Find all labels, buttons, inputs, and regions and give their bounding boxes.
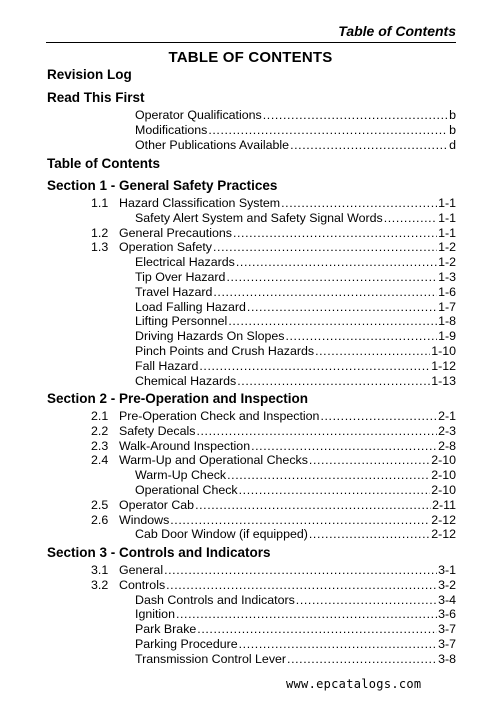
entry-page-number: 2-1 bbox=[438, 409, 456, 423]
entry-title: Warm-Up and Operational Checks bbox=[119, 453, 308, 468]
dot-leader bbox=[315, 344, 430, 359]
dot-leader bbox=[213, 240, 437, 255]
entry-title: Lifting Personnel bbox=[135, 314, 228, 329]
entry-title: Walk-Around Inspection bbox=[119, 438, 251, 453]
dot-leader bbox=[170, 513, 430, 528]
toc-entry[interactable] bbox=[135, 344, 456, 359]
entry-page-number: 2-8 bbox=[438, 438, 456, 453]
entry-page-number: 2-12 bbox=[431, 512, 456, 527]
entry-page-number: 3-1 bbox=[438, 563, 456, 577]
entry-page-number: d bbox=[449, 137, 456, 152]
entry-title: Operator Cab bbox=[119, 497, 195, 512]
dot-leader bbox=[228, 314, 437, 329]
entry-number: 1.3 bbox=[91, 240, 109, 255]
entry-title: Safety Alert System and Safety Signal Words bbox=[135, 210, 383, 225]
toc-entry[interactable] bbox=[135, 483, 456, 498]
entry-page-number: 3-7 bbox=[438, 637, 456, 651]
entry-number: 2.3 bbox=[91, 438, 109, 453]
toc-entry[interactable] bbox=[135, 211, 456, 226]
entry-page-number: 2-12 bbox=[431, 527, 456, 542]
entry-title: Travel Hazard bbox=[135, 284, 213, 299]
toc-entry[interactable] bbox=[135, 314, 456, 329]
footer-url: www.epcatalogs.com bbox=[286, 677, 422, 691]
entry-title: Pre-Operation Check and Inspection bbox=[119, 409, 320, 423]
dot-leader bbox=[233, 226, 437, 241]
toc-entry[interactable] bbox=[91, 578, 456, 593]
dot-leader bbox=[239, 637, 437, 652]
dot-leader bbox=[309, 453, 430, 468]
entry-page-number: 2-10 bbox=[431, 483, 456, 497]
toc-entry[interactable] bbox=[135, 527, 456, 542]
dot-leader bbox=[176, 607, 437, 622]
dot-leader bbox=[251, 439, 437, 454]
entry-title: Fall Hazard bbox=[135, 358, 199, 373]
dot-leader bbox=[166, 578, 437, 593]
entry-title: Ignition bbox=[135, 607, 175, 622]
entry-title: Hazard Classification System bbox=[119, 196, 281, 210]
entry-page-number: 3-2 bbox=[438, 577, 456, 592]
entry-page-number: 1-10 bbox=[431, 344, 456, 358]
entry-page-number: 1-6 bbox=[438, 284, 456, 299]
toc-entry[interactable] bbox=[135, 123, 456, 138]
entry-page-number: 1-1 bbox=[438, 225, 456, 240]
toc-entry[interactable] bbox=[135, 300, 456, 315]
entry-title: General Precautions bbox=[119, 225, 232, 240]
entry-page-number: 3-6 bbox=[438, 607, 456, 622]
entry-title: General bbox=[119, 563, 164, 577]
entry-page-number: 1-9 bbox=[438, 329, 456, 344]
entry-number: 2.4 bbox=[91, 453, 109, 468]
toc-entry[interactable] bbox=[91, 240, 456, 255]
entry-title: Controls bbox=[119, 577, 166, 592]
dot-leader bbox=[195, 498, 431, 513]
dot-leader bbox=[199, 359, 430, 374]
dot-leader bbox=[213, 285, 437, 300]
running-header: Table of Contents bbox=[338, 23, 456, 39]
entry-page-number: 1-1 bbox=[438, 210, 456, 225]
section-heading[interactable]: Section 2 - Pre-Operation and Inspection bbox=[47, 391, 309, 406]
toc-entry[interactable] bbox=[135, 374, 456, 389]
entry-page-number: 1-3 bbox=[438, 270, 456, 284]
toc-entry[interactable] bbox=[135, 593, 456, 608]
entry-title: Tip Over Hazard bbox=[135, 270, 226, 284]
toc-entry[interactable] bbox=[91, 196, 456, 211]
document-title: TABLE OF CONTENTS bbox=[168, 49, 333, 66]
header-rule bbox=[46, 42, 456, 43]
dot-leader bbox=[197, 622, 437, 637]
entry-title: Safety Decals bbox=[119, 423, 196, 438]
entry-number: 1.1 bbox=[91, 196, 109, 210]
dot-leader bbox=[290, 138, 448, 153]
entry-page-number: 1-2 bbox=[438, 255, 456, 270]
entry-number: 3.1 bbox=[91, 563, 109, 577]
entry-page-number: 2-3 bbox=[438, 423, 456, 438]
entry-title: Windows bbox=[119, 512, 170, 527]
toc-entry[interactable] bbox=[91, 513, 456, 528]
dot-leader bbox=[227, 468, 430, 483]
section-heading[interactable]: Section 1 - General Safety Practices bbox=[47, 178, 278, 193]
dot-leader bbox=[208, 123, 448, 138]
entry-page-number: b bbox=[449, 122, 456, 137]
toc-entry[interactable] bbox=[135, 607, 456, 622]
entry-title: Dash Controls and Indicators bbox=[135, 592, 295, 607]
entry-title: Transmission Control Lever bbox=[135, 651, 287, 666]
entry-title: Operator Qualifications bbox=[135, 108, 262, 122]
entry-page-number: 3-4 bbox=[438, 592, 456, 607]
entry-number: 1.2 bbox=[91, 225, 109, 240]
section-heading[interactable]: Read This First bbox=[47, 90, 145, 105]
dot-leader bbox=[247, 300, 437, 315]
entry-page-number: 1-13 bbox=[431, 373, 456, 388]
toc-entry[interactable] bbox=[91, 453, 456, 468]
entry-number: 2.2 bbox=[91, 423, 109, 438]
entry-title: Warm-Up Check bbox=[135, 468, 227, 483]
entry-page-number: 1-2 bbox=[438, 240, 456, 255]
dot-leader bbox=[320, 409, 437, 424]
toc-entry[interactable] bbox=[91, 226, 456, 241]
entry-page-number: 2-10 bbox=[431, 468, 456, 483]
entry-title: Modifications bbox=[135, 122, 208, 137]
entry-number: 2.5 bbox=[91, 497, 109, 512]
entry-title: Load Falling Hazard bbox=[135, 299, 246, 314]
entry-title: Cab Door Window (if equipped) bbox=[135, 527, 308, 542]
entry-page-number: 1-7 bbox=[438, 299, 456, 314]
dot-leader bbox=[263, 108, 448, 123]
dot-leader bbox=[384, 211, 437, 226]
section-heading[interactable]: Revision Log bbox=[47, 67, 132, 82]
entry-title: Operational Check bbox=[135, 483, 238, 497]
entry-page-number: 1-1 bbox=[438, 196, 456, 210]
toc-entry[interactable] bbox=[91, 498, 456, 513]
toc-entry[interactable] bbox=[135, 468, 456, 483]
dot-leader bbox=[281, 196, 437, 211]
dot-leader bbox=[239, 483, 431, 498]
toc-entry[interactable] bbox=[135, 622, 456, 637]
dot-leader bbox=[237, 374, 430, 389]
entry-title: Driving Hazards On Slopes bbox=[135, 329, 285, 344]
entry-page-number: 1-12 bbox=[431, 358, 456, 373]
toc-entry[interactable] bbox=[135, 652, 456, 667]
entry-page-number: 2-11 bbox=[432, 497, 456, 512]
dot-leader bbox=[287, 652, 437, 667]
dot-leader bbox=[196, 424, 437, 439]
entry-title: Operation Safety bbox=[119, 240, 212, 255]
entry-page-number: b bbox=[449, 108, 456, 122]
entry-title: Pinch Points and Crush Hazards bbox=[135, 344, 315, 358]
toc-entry[interactable] bbox=[135, 285, 456, 300]
dot-leader bbox=[226, 270, 437, 285]
entry-page-number: 3-8 bbox=[438, 651, 456, 666]
entry-number: 2.1 bbox=[91, 409, 109, 423]
entry-page-number: 3-7 bbox=[438, 622, 456, 637]
toc-entry[interactable] bbox=[135, 359, 456, 374]
toc-entry[interactable] bbox=[135, 329, 456, 344]
section-heading[interactable]: Section 3 - Controls and Indicators bbox=[47, 545, 271, 560]
toc-entry[interactable] bbox=[91, 409, 456, 424]
toc-entry[interactable] bbox=[135, 108, 456, 123]
toc-entry[interactable] bbox=[135, 255, 456, 270]
toc-entry[interactable] bbox=[91, 563, 456, 578]
section-heading[interactable]: Table of Contents bbox=[47, 156, 160, 171]
entry-title: Chemical Hazards bbox=[135, 373, 237, 388]
entry-title: Park Brake bbox=[135, 622, 197, 637]
toc-entry[interactable] bbox=[135, 138, 456, 153]
dot-leader bbox=[236, 255, 437, 270]
dot-leader bbox=[285, 329, 437, 344]
toc-entry[interactable] bbox=[135, 270, 456, 285]
dot-leader bbox=[164, 563, 437, 578]
entry-number: 3.2 bbox=[91, 577, 109, 592]
toc-entry[interactable] bbox=[91, 424, 456, 439]
entry-page-number: 2-10 bbox=[431, 453, 456, 468]
dot-leader bbox=[296, 593, 437, 608]
entry-title: Parking Procedure bbox=[135, 637, 238, 651]
dot-leader bbox=[309, 527, 430, 542]
entry-number: 2.6 bbox=[91, 512, 109, 527]
entry-page-number: 1-8 bbox=[438, 314, 456, 329]
entry-title: Other Publications Available bbox=[135, 137, 290, 152]
entry-title: Electrical Hazards bbox=[135, 255, 235, 270]
toc-entry[interactable] bbox=[91, 439, 456, 454]
toc-entry[interactable] bbox=[135, 637, 456, 652]
